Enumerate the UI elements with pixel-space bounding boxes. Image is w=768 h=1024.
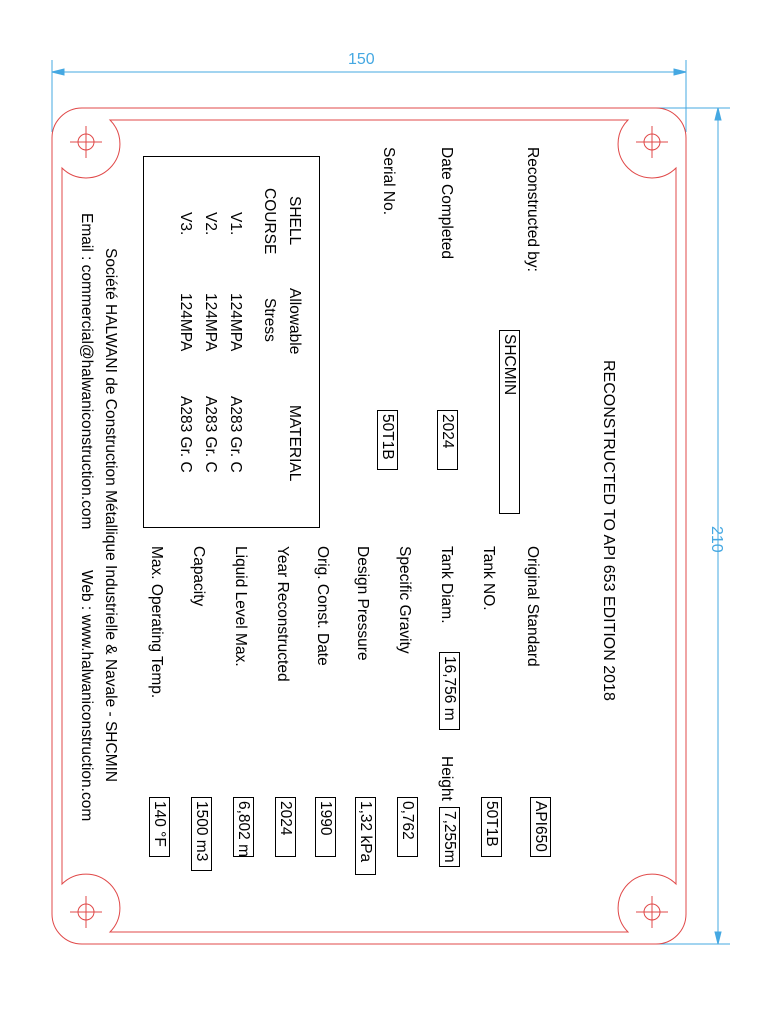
stress-header: Stress	[261, 298, 278, 342]
capacity-value: 1500 m3	[191, 797, 212, 871]
plate-title: RECONSTRUCTED TO API 653 EDITION 2018	[600, 360, 617, 701]
year-reconstructed-label: Year Reconstructed	[274, 546, 291, 682]
liquid-level-max-value: 6,802 m	[233, 797, 254, 857]
course-header: COURSE	[261, 188, 278, 255]
table-row-material: A283 Gr. C	[177, 396, 194, 473]
design-pressure-label: Design Pressure	[354, 546, 371, 661]
height-label: Height	[438, 756, 455, 801]
year-reconstructed-value: 2024	[275, 797, 296, 857]
capacity-label: Capacity	[190, 546, 207, 607]
orig-const-date-value: 1990	[315, 797, 336, 857]
tank-diam-label: Tank Diam.	[438, 546, 455, 624]
orig-const-date-label: Orig. Const. Date	[314, 546, 331, 666]
tank-no-value: 50T1B	[481, 797, 502, 857]
material-header: MATERIAL	[286, 405, 303, 482]
table-row-material: A283 Gr. C	[227, 396, 244, 473]
table-row-course: V2.	[202, 212, 219, 236]
reconstructed-by-value: SHCMIN	[499, 330, 520, 514]
design-pressure-value: 1,32 kPa	[355, 797, 376, 875]
table-row-course: V1.	[227, 212, 244, 236]
width-dimension-label: 150	[348, 51, 375, 68]
reconstructed-by-label: Reconstructed by:	[524, 147, 541, 272]
specific-gravity-value: 0,762	[397, 797, 418, 857]
footer-web: Web : www.halwaniconstruction.com	[78, 570, 95, 822]
date-completed-label: Date Completed	[438, 147, 455, 260]
height-dimension-label: 210	[708, 526, 725, 553]
shell-header: SHELL	[286, 196, 303, 246]
footer-company: Société HALWANI de Construction Métallique Industrielle & Navale - SHCMIN	[102, 248, 119, 783]
original-standard-value: API650	[530, 797, 551, 857]
footer-email: Email : commercial@halwaniconstruction.com	[78, 213, 95, 530]
serial-no-value: 50T1B	[377, 410, 398, 470]
specific-gravity-label: Specific Gravity	[396, 546, 413, 654]
liquid-level-max-label: Liquid Level Max.	[232, 546, 249, 667]
table-row-stress: 124MPA	[177, 293, 194, 352]
max-operating-temp-value: 140 °F	[149, 797, 170, 857]
table-row-material: A283 Gr. C	[202, 396, 219, 473]
table-row-stress: 124MPA	[227, 293, 244, 352]
allowable-header: Allowable	[286, 288, 303, 355]
date-completed-value: 2024	[437, 410, 458, 470]
original-standard-label: Original Standard	[524, 546, 541, 667]
tank-diam-value: 16,756 m	[439, 652, 460, 730]
table-row-course: V3.	[177, 212, 194, 236]
height-value: 7,255m	[439, 807, 460, 867]
tank-no-label: Tank NO.	[480, 546, 497, 611]
serial-no-label: Serial No.	[380, 147, 397, 216]
max-operating-temp-label: Max. Operating Temp.	[148, 546, 165, 699]
table-row-stress: 124MPA	[202, 293, 219, 352]
